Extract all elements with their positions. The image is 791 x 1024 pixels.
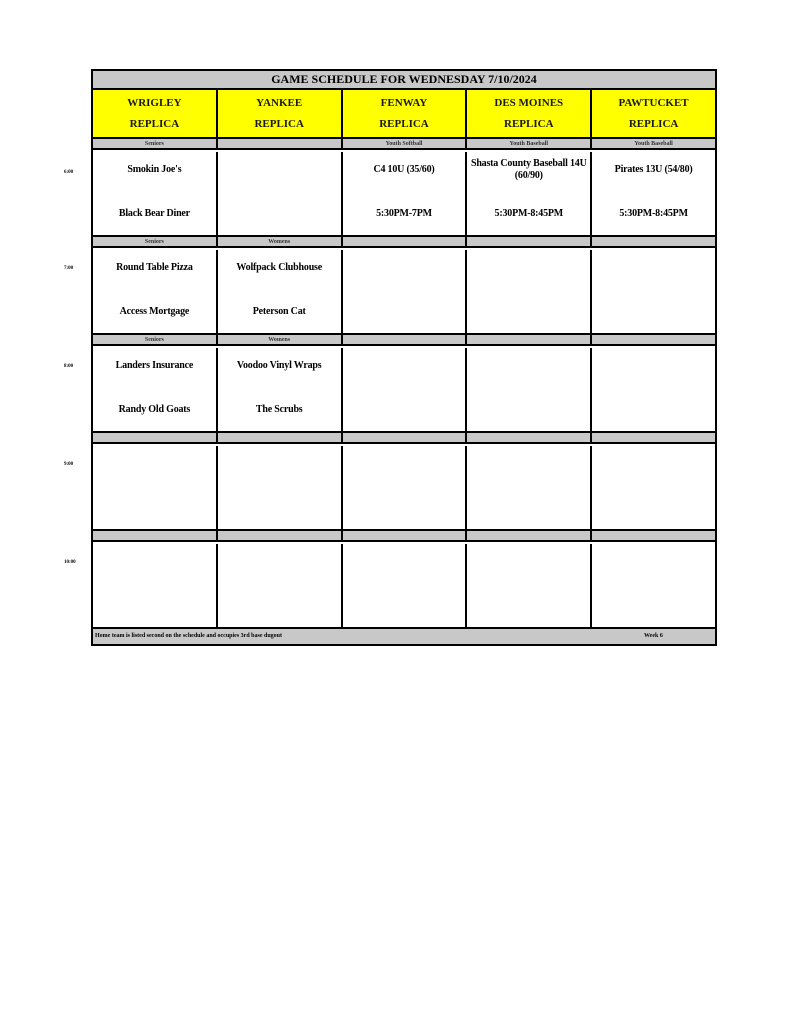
division-row <box>93 335 715 346</box>
division-label <box>218 433 343 444</box>
division-label <box>343 335 468 346</box>
division-label: Youth Softball <box>343 139 468 150</box>
game-cell <box>93 446 218 531</box>
field-name: WRIGLEY <box>127 97 182 109</box>
division-label <box>93 433 218 444</box>
field-name: FENWAY <box>380 97 428 109</box>
time-label: 9:00 <box>64 462 74 467</box>
time-slot-row <box>93 348 715 433</box>
game-cell <box>93 544 218 629</box>
field-subtitle: REPLICA <box>379 118 429 130</box>
game-cell <box>343 348 468 433</box>
time-slot-row <box>93 544 715 629</box>
field-name: PAWTUCKET <box>618 97 689 109</box>
game-cell <box>218 152 343 237</box>
game-cell <box>218 544 343 629</box>
division-label <box>218 139 343 150</box>
division-row <box>93 237 715 248</box>
time-slot-row <box>93 446 715 531</box>
division-label <box>467 531 592 542</box>
division-label <box>467 433 592 444</box>
division-label: Womens <box>218 335 343 346</box>
game-cell <box>467 152 592 237</box>
visiting-team: Smokin Joe's <box>127 164 182 175</box>
home-team: Access Mortgage <box>119 306 190 317</box>
field-header <box>467 90 592 139</box>
schedule-sheet <box>91 69 717 646</box>
game-cell <box>343 250 468 335</box>
division-row <box>93 531 715 542</box>
field-header <box>343 90 468 139</box>
field-header-row <box>93 90 715 139</box>
field-subtitle: REPLICA <box>504 118 554 130</box>
visiting-team: Round Table Pizza <box>116 262 193 273</box>
footer-note: Home team is listed second on the schedule and occupies 3rd base dugout <box>95 633 283 639</box>
game-cell <box>343 544 468 629</box>
division-label <box>592 433 715 444</box>
division-label: Womens <box>218 237 343 248</box>
home-team: The Scrubs <box>255 404 303 415</box>
division-label: Seniors <box>93 139 218 150</box>
division-label: Seniors <box>93 335 218 346</box>
game-cell <box>467 446 592 531</box>
game-cell <box>592 446 715 531</box>
time-slot-row <box>93 250 715 335</box>
field-header <box>592 90 715 139</box>
game-time: 5:30PM-8:45PM <box>619 208 688 219</box>
time-label: 10:00 <box>64 560 76 565</box>
division-label <box>343 433 468 444</box>
time-label: 6:00 <box>64 170 74 175</box>
game-cell <box>467 544 592 629</box>
field-name: YANKEE <box>256 97 303 109</box>
visiting-team: Pirates 13U (54/80) <box>614 164 693 175</box>
division-label <box>467 335 592 346</box>
game-time: 5:30PM-7PM <box>376 208 432 219</box>
game-cell <box>93 250 218 335</box>
field-name: DES MOINES <box>494 97 564 109</box>
game-time: 5:30PM-8:45PM <box>494 208 564 219</box>
home-team: Randy Old Goats <box>118 404 191 415</box>
game-cell <box>467 348 592 433</box>
field-subtitle: REPLICA <box>628 118 679 130</box>
field-subtitle: REPLICA <box>254 118 304 130</box>
division-label: Seniors <box>93 237 218 248</box>
division-label: Youth Baseball <box>467 139 592 150</box>
time-label: 8:00 <box>64 364 74 369</box>
game-cell <box>592 152 715 237</box>
game-cell <box>218 348 343 433</box>
field-subtitle: REPLICA <box>129 118 180 130</box>
division-label <box>592 531 715 542</box>
visiting-team: Wolfpack Clubhouse <box>236 262 322 273</box>
game-cell <box>343 152 468 237</box>
division-label <box>343 531 468 542</box>
game-cell <box>592 544 715 629</box>
game-cell <box>93 348 218 433</box>
visiting-team: Landers Insurance <box>115 360 194 371</box>
time-slot-row <box>93 152 715 237</box>
page-title: GAME SCHEDULE FOR WEDNESDAY 7/10/2024 <box>93 71 715 90</box>
visiting-team: Shasta County Baseball 14U (60/90) <box>470 158 587 181</box>
home-team: Peterson Cat <box>252 306 306 317</box>
division-label: Youth Baseball <box>592 139 715 150</box>
division-label <box>592 335 715 346</box>
game-cell <box>93 152 218 237</box>
visiting-team: C4 10U (35/60) <box>373 164 435 175</box>
week-label: Week 6 <box>644 633 663 639</box>
division-label <box>592 237 715 248</box>
division-label <box>218 531 343 542</box>
game-cell <box>218 446 343 531</box>
time-label: 7:00 <box>64 266 74 271</box>
division-row <box>93 433 715 444</box>
game-cell <box>343 446 468 531</box>
field-header <box>93 90 218 139</box>
home-team: Black Bear Diner <box>118 208 190 219</box>
game-cell <box>467 250 592 335</box>
division-row <box>93 139 715 150</box>
game-cell <box>592 250 715 335</box>
field-header <box>218 90 343 139</box>
game-cell <box>218 250 343 335</box>
division-label <box>467 237 592 248</box>
visiting-team: Voodoo Vinyl Wraps <box>236 360 322 371</box>
footer-bar <box>93 629 715 644</box>
division-label <box>93 531 218 542</box>
game-cell <box>592 348 715 433</box>
division-label <box>343 237 468 248</box>
